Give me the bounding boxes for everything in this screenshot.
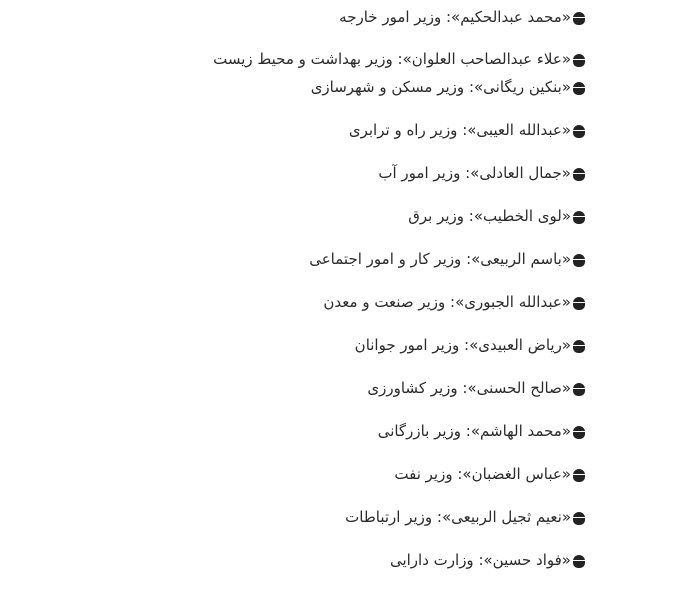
list-item — [309, 247, 585, 271]
list-item-text: «محمد الهاشم»: وزیر بازرگانی — [377, 422, 571, 440]
bullet-icon — [573, 54, 585, 67]
list-item — [349, 118, 585, 142]
list-item — [394, 462, 585, 486]
list-item-text: «جمال العادلی»: وزیر امور آب — [378, 164, 571, 182]
bullet-icon — [573, 469, 585, 482]
bullet-icon — [573, 12, 585, 25]
list-item-text: «عبدالله الجبوری»: وزیر صنعت و معدن — [323, 293, 571, 311]
list-item-text: «عبدالله العیبی»: وزیر راه و ترابری — [348, 121, 571, 139]
list-item — [367, 376, 585, 400]
bullet-icon — [573, 297, 585, 310]
bullet-icon — [573, 211, 585, 224]
bullet-icon — [573, 125, 585, 138]
list-item-text: «نعیم ثجیل الربیعی»: وزیر ارتباطات — [345, 508, 571, 526]
bullet-icon — [573, 426, 585, 439]
list-item-text: «ریاض العبیدی»: وزیر امور جوانان — [354, 336, 571, 354]
list-item — [355, 333, 585, 357]
list-item-text: «علاء عبدالصاحب العلوان»: وزیر بهداشت و محیط زیست — [213, 50, 571, 68]
list-item — [323, 290, 585, 314]
list-item-text: «باسم الربیعی»: وزیر کار و امور اجتماعی — [309, 250, 571, 268]
bullet-icon — [573, 82, 585, 95]
bullet-icon — [573, 512, 585, 525]
list-item — [378, 161, 585, 185]
bullet-icon — [573, 383, 585, 396]
bullet-icon — [573, 555, 585, 568]
list-item — [390, 548, 585, 572]
list-item-text: «فواد حسین»: وزارت دارایی — [389, 551, 571, 569]
list-item — [408, 204, 585, 228]
list-item — [378, 419, 585, 443]
bullet-icon — [573, 340, 585, 353]
list-item-text: «عباس الغضبان»: وزیر نفت — [394, 465, 571, 483]
list-item — [213, 47, 585, 71]
bullet-icon — [573, 254, 585, 267]
list-item-text: «بنکین ریگانی»: وزیر مسکن و شهرسازی — [310, 78, 571, 96]
list-item — [339, 5, 585, 29]
list-item-text: «محمد عبدالحکیم»: وزیر امور خارجه — [339, 8, 571, 26]
list-item — [311, 75, 585, 99]
bullet-icon — [573, 168, 585, 181]
list-item — [345, 505, 585, 529]
list-item-text: «صالح الحسنی»: وزیر کشاورزی — [367, 379, 571, 397]
list-item-text: «لوی الخطیب»: وزیر برق — [408, 207, 571, 225]
